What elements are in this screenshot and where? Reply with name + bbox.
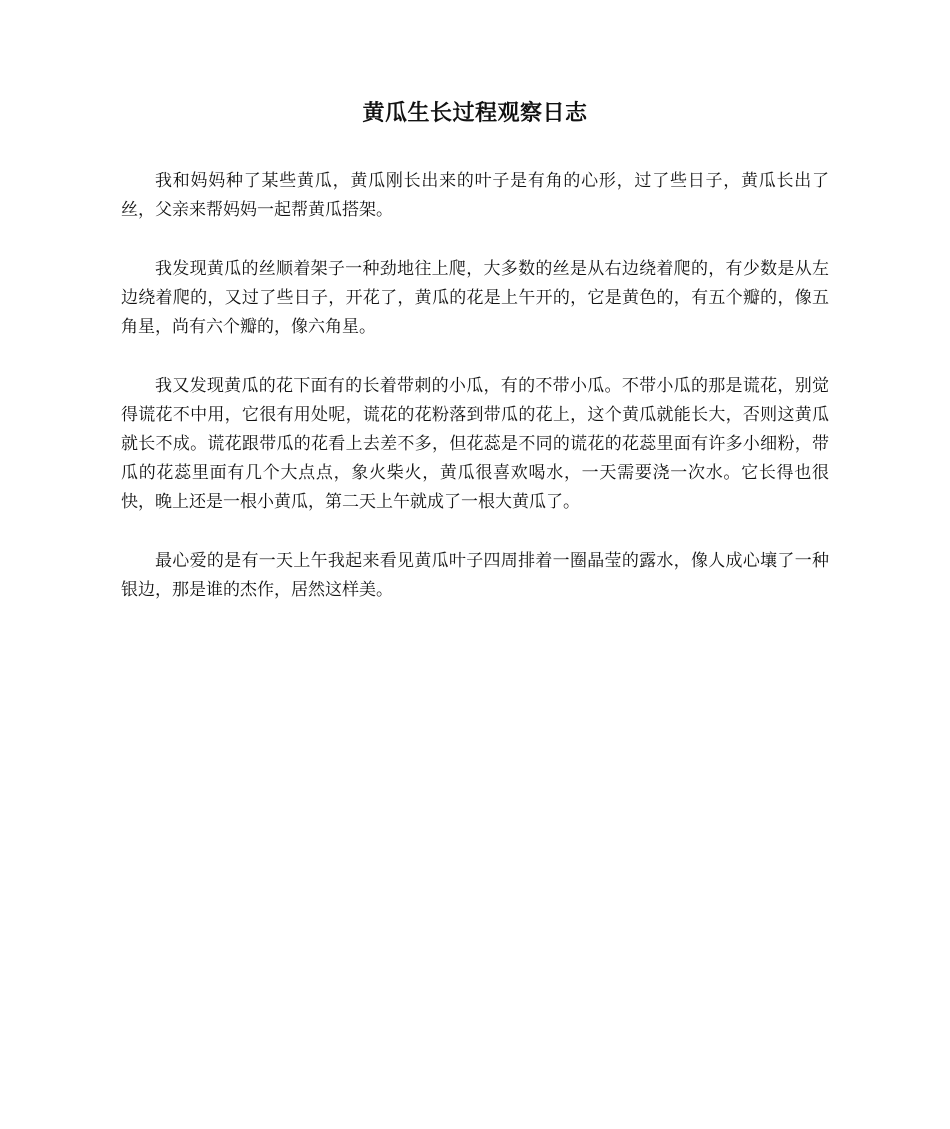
paragraph-3: 我又发现黄瓜的花下面有的长着带刺的小瓜，有的不带小瓜。不带小瓜的那是谎花，别觉得谎花不中用，它很有用处呢，谎花的花粉落到带瓜的花上，这个黄瓜就能长大，否则这黄瓜就长不成。谎花跟带瓜的花看上去差不多，但花蕊是不同的谎花的花蕊里面有许多小细粉，带瓜的花蕊里面有几个大点点，象火柴火，黄瓜很喜欢喝水，一天需要浇一次水。它长得也很快，晚上还是一根小黄瓜，第二天上午就成了一根大黄瓜了。 [121, 376, 829, 512]
document-body [121, 167, 829, 635]
paragraph-4: 最心爱的是有一天上午我起来看见黄瓜叶子四周排着一圈晶莹的露水，像人成心壤了一种银边，那是谁的杰作，居然这样美。 [121, 551, 829, 600]
document-title: 黄瓜生长过程观察日志 [362, 101, 588, 126]
paragraph-1: 我和妈妈种了某些黄瓜，黄瓜刚长出来的叶子是有角的心形，过了些日子，黄瓜长出了丝，父亲来帮妈妈一起帮黄瓜搭架。 [121, 171, 829, 220]
paragraph-2: 我发现黄瓜的丝顺着架子一种劲地往上爬，大多数的丝是从右边绕着爬的，有少数是从左边绕着爬的，又过了些日子，开花了，黄瓜的花是上午开的，它是黄色的，有五个瓣的，像五角星，尚有六个瓣的，像六角星。 [121, 259, 829, 337]
